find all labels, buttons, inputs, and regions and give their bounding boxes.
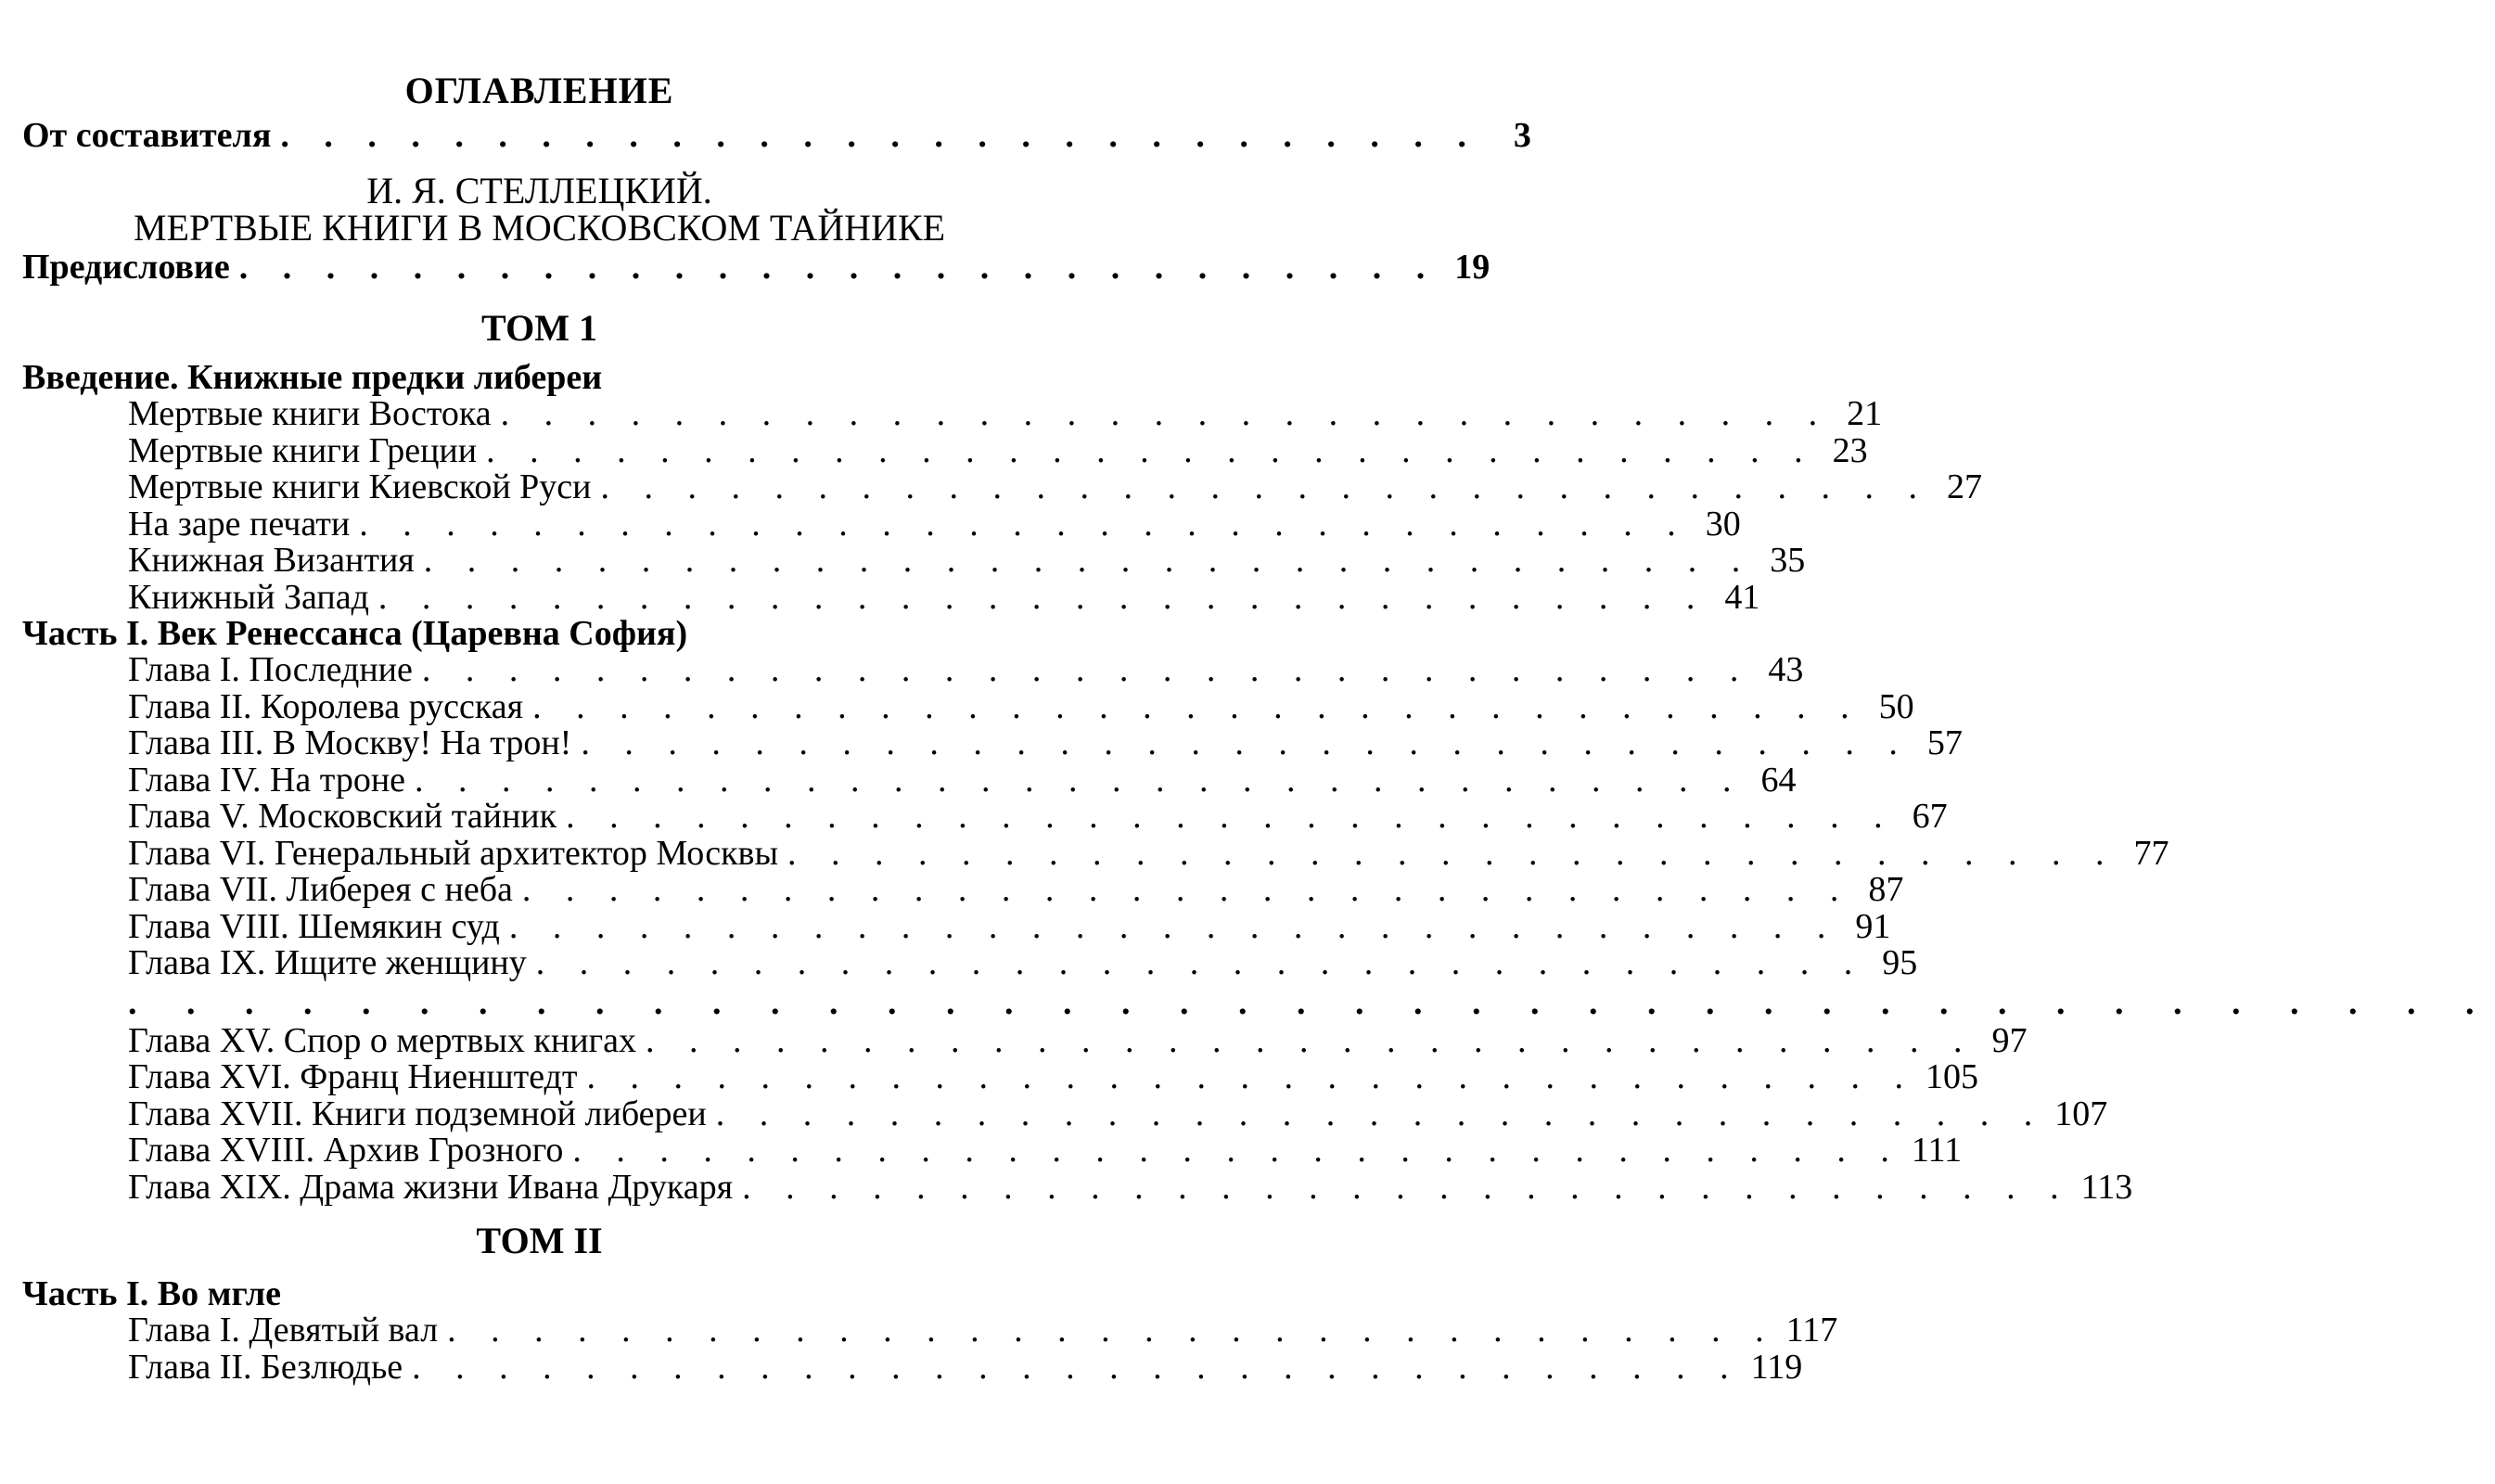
toc-entry[interactable] — [22, 430, 1868, 470]
vol2-part1-entries — [22, 1311, 1838, 1387]
leader-dots: . . . . . . . . . . . . . . . . . . . . . . . . . . . . . . . — [566, 797, 1896, 836]
entry-title: Мертвые книги Киевской Руси — [128, 467, 592, 506]
entry-title: Глава XVII. Книги подземной либереи — [128, 1094, 707, 1133]
entry-page: 43 — [1768, 650, 1804, 689]
toc-entry[interactable] — [22, 797, 1948, 836]
leader-dots: . . . . . . . . . . . . . . . . . . . . . . . . . . . . . . . — [581, 723, 1911, 762]
leader-dots: . . . . . . . . . . . . . . . . . . . . . . . . . . . . . . . — [500, 394, 1831, 433]
entry-title: Глава III. В Москву! На трон! — [128, 723, 572, 762]
leader-dots: . . . . . . . . . . . . . . . . . . . . . . . . . . . . . . . — [508, 906, 1839, 946]
leader-dots: . . . . . . . . . . . . . . . . . . . . . . . . . . . . . . . — [586, 1057, 1916, 1096]
toc-entry[interactable] — [22, 504, 1741, 544]
part1-heading: Часть I. Век Ренессанса (Царевна София) — [22, 614, 688, 653]
entry-page: 107 — [2054, 1094, 2108, 1133]
leader-dots: . . . . . . . . . . . . . . . . . . . . . . . . . . . . . . . — [646, 1020, 1976, 1060]
entry-title: Предисловие — [22, 248, 230, 287]
entry-title: Глава II. Королева русская — [128, 686, 524, 726]
entry-title: Глава XV. Спор о мертвых книгах — [128, 1020, 636, 1060]
toc-entry[interactable] — [22, 577, 1760, 617]
toc-entry[interactable] — [22, 833, 2169, 873]
leader-dots: . . . . . . . . . . . . . . . . . . . . . . . . . . . . . . . — [742, 1167, 2072, 1207]
entry-title: От составителя — [22, 116, 272, 155]
vol2-part1-heading: Часть I. Во мгле — [22, 1274, 282, 1313]
entry-title: Глава I. Девятый вал — [128, 1311, 439, 1350]
entry-page: 95 — [1882, 943, 1918, 982]
entry-title: Глава VI. Генеральный архитектор Москвы — [128, 833, 779, 873]
leader-dots: . . . . . . . . . . . . . . . . . . . . . . . . . . . . . . . — [377, 577, 1708, 617]
toc-entry[interactable] — [22, 1311, 1838, 1350]
section-heading-title: МЕРТВЫЕ КНИГИ В МОСКОВСКОМ ТАЙНИКЕ — [133, 207, 946, 249]
toc-entry[interactable] — [22, 1020, 2028, 1060]
leader-dots: . . . . . . . . . . . . . . . . . . . . . . . . . . . . . . . — [532, 686, 1862, 726]
entry-title: Глава VIII. Шемякин суд — [128, 906, 500, 946]
omitted-chapters-dots: . . . . . . . . . . . . . . . . . . . . . . . . . . . . . . . . . . . . . . . . . — [128, 982, 2495, 1022]
leader-dots: . . . . . . . . . . . . . . . . . . . . . . . . . . . . . . . — [412, 1347, 1742, 1387]
entry-page: 19 — [1454, 248, 1491, 287]
toc-entry-compiler[interactable] — [22, 115, 1531, 163]
entry-title: Глава VII. Либерея с неба — [128, 870, 513, 909]
entry-page: 77 — [2133, 833, 2169, 873]
page-title: ОГЛАВЛЕНИЕ — [404, 70, 674, 111]
entry-page: 117 — [1785, 1311, 1838, 1350]
entry-page: 50 — [1878, 686, 1914, 726]
section-heading-author: И. Я. СТЕЛЛЕЦКИЙ. — [366, 170, 712, 211]
entry-title: Глава I. Последние — [128, 650, 413, 689]
leader-dots: . . . . . . . . . . . . . . . . . . . . . . . . . . . . . . . — [787, 833, 2118, 873]
leader-dots: . . . . . . . . . . . . . . . . . . . . . . . . . . . . — [238, 248, 1439, 287]
entry-title: На заре печати — [128, 504, 351, 544]
leader-dots: . . . . . . . . . . . . . . . . . . . . . . . . . . . . . . . — [572, 1131, 1902, 1170]
volume-2-heading: ТОМ II — [476, 1220, 603, 1261]
intro-heading: Введение. Книжные предки либереи — [22, 358, 603, 397]
entry-page: 87 — [1868, 870, 1904, 909]
entry-title: Мертвые книги Греции — [128, 430, 478, 470]
entry-title: Глава XVIII. Архив Грозного — [128, 1131, 564, 1170]
toc-entry[interactable] — [22, 686, 1914, 726]
entry-page: 23 — [1832, 430, 1868, 470]
entry-page: 113 — [2080, 1167, 2133, 1207]
toc-entry[interactable] — [22, 870, 1904, 909]
entry-page: 21 — [1847, 394, 1883, 433]
entry-title: Глава IV. На троне — [128, 760, 406, 800]
entry-title: Глава II. Безлюдье — [128, 1347, 403, 1387]
toc-entry[interactable] — [22, 541, 1806, 580]
toc-entry[interactable] — [22, 760, 1797, 800]
entry-title: Глава V. Московский тайник — [128, 797, 557, 836]
leader-dots: . . . . . . . . . . . . . . . . . . . . . . . . . . . . — [280, 116, 1479, 155]
toc-entry-foreword[interactable] — [22, 247, 1491, 299]
leader-dots: . . . . . . . . . . . . . . . . . . . . . . . . . . . . . . . — [600, 467, 1930, 506]
leader-dots: . . . . . . . . . . . . . . . . . . . . . . . . . . . . . . . — [521, 870, 1852, 909]
leader-dots: . . . . . . . . . . . . . . . . . . . . . . . . . . . . . . . — [486, 430, 1816, 470]
intro-entries — [22, 394, 1982, 617]
entry-title: Книжный Запад — [128, 577, 369, 617]
entry-page: 91 — [1855, 906, 1891, 946]
entry-title: Книжная Византия — [128, 541, 415, 580]
leader-dots: . . . . . . . . . . . . . . . . . . . . . . . . . . . . . . . — [423, 541, 1754, 580]
entry-title: Глава XVI. Франц Ниенштедт — [128, 1057, 578, 1096]
leader-dots: . . . . . . . . . . . . . . . . . . . . . . . . . . . . . . . — [447, 1311, 1777, 1350]
entry-page: 64 — [1760, 760, 1797, 800]
part1-entries-continued — [22, 1020, 2133, 1207]
leader-dots: . . . . . . . . . . . . . . . . . . . . . . . . . . . . . . . — [415, 760, 1745, 800]
entry-title: Глава XIX. Драма жизни Ивана Друкаря — [128, 1167, 734, 1207]
toc-entry[interactable] — [22, 467, 1982, 506]
entry-page: 105 — [1926, 1057, 1978, 1096]
entry-page: 67 — [1912, 797, 1948, 836]
toc-entry[interactable] — [22, 650, 1804, 689]
toc-entry[interactable] — [22, 943, 1918, 982]
entry-title: Мертвые книги Востока — [128, 394, 492, 433]
toc-entry[interactable] — [22, 1094, 2108, 1133]
entry-page: 119 — [1750, 1347, 1803, 1387]
entry-page: 57 — [1926, 723, 1963, 762]
toc-entry[interactable] — [22, 906, 1891, 946]
entry-page: 97 — [1991, 1020, 2028, 1060]
entry-page: 30 — [1705, 504, 1741, 544]
toc-entry[interactable] — [22, 394, 1883, 433]
leader-dots: . . . . . . . . . . . . . . . . . . . . . . . . . . . . . . . — [715, 1094, 2046, 1133]
toc-entry[interactable] — [22, 1057, 1978, 1096]
entry-page: 111 — [1911, 1131, 1963, 1170]
entry-title: Глава IX. Ищите женщину — [128, 943, 527, 982]
toc-entry[interactable] — [22, 1131, 1963, 1170]
toc-entry[interactable] — [22, 723, 1963, 762]
leader-dots: . . . . . . . . . . . . . . . . . . . . . . . . . . . . . . . — [421, 650, 1752, 689]
entry-page: 3 — [1513, 116, 1531, 155]
entry-page: 35 — [1770, 541, 1806, 580]
part1-entries — [22, 650, 2169, 982]
volume-1-heading: ТОМ 1 — [480, 307, 598, 349]
toc-entry[interactable] — [22, 1347, 1803, 1387]
leader-dots: . . . . . . . . . . . . . . . . . . . . . . . . . . . . . . . — [359, 504, 1689, 544]
entry-page: 27 — [1947, 467, 1982, 506]
entry-page: 41 — [1724, 577, 1760, 617]
toc-entry[interactable] — [22, 1167, 2133, 1207]
leader-dots: . . . . . . . . . . . . . . . . . . . . . . . . . . . . . . . — [535, 943, 1866, 982]
